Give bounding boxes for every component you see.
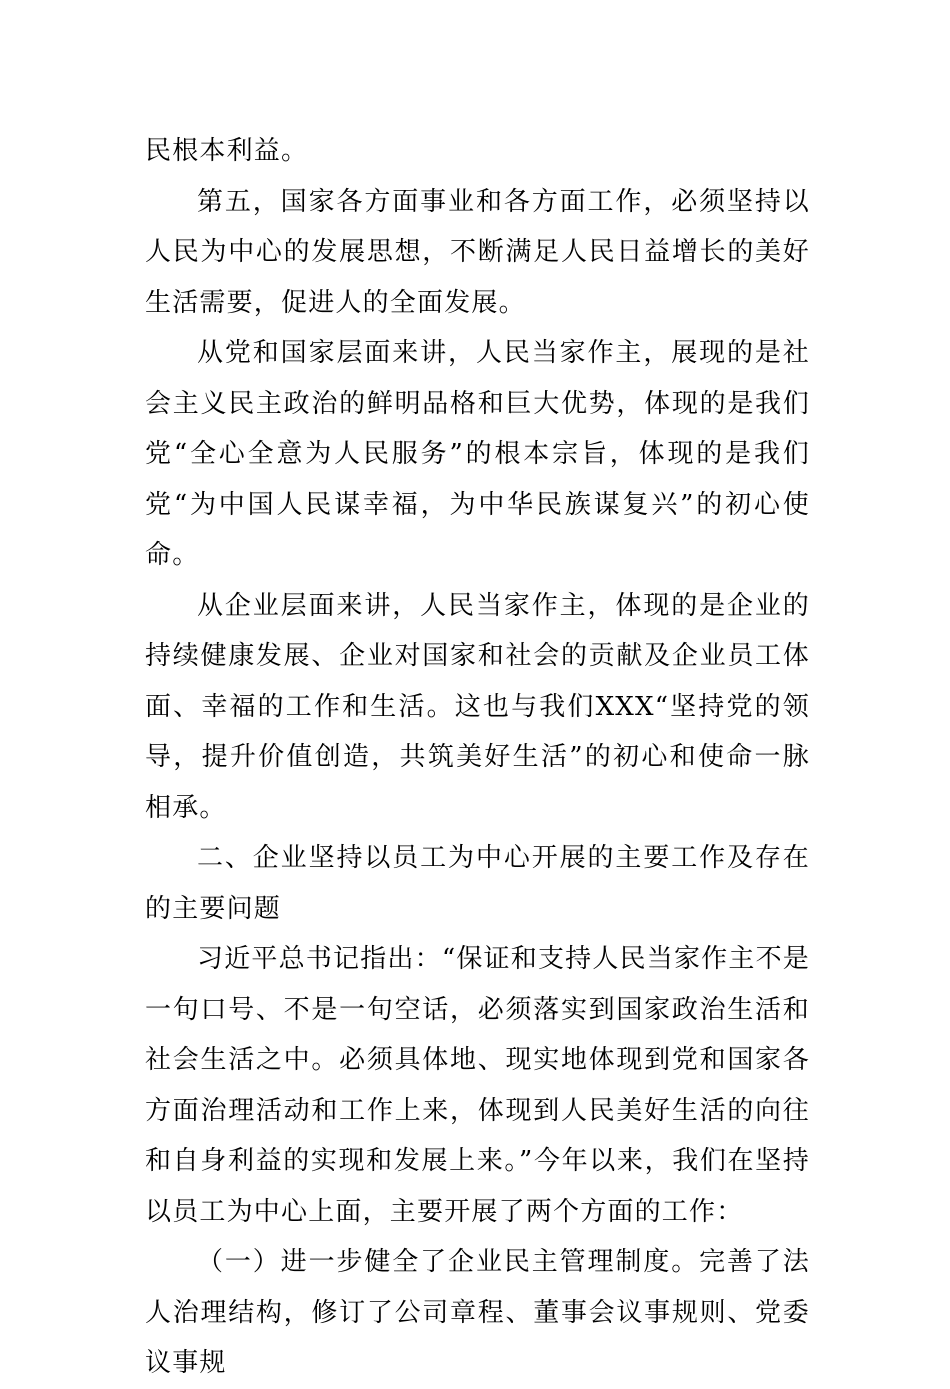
section-heading-two: 二、企业坚持以员工为中心开展的主要工作及存在的主要问题 [145, 843, 810, 924]
paragraph-enterprise-level: 从企业层面来讲，人民当家作主，体现的是企业的持续健康发展、企业对国家和社会的贡献及企业员工体面、幸福的工作和生活。这也与我们XXX“坚持党的领导，提升价值创造，共筑美好生活”的初心和使命一脉相承。 [145, 590, 810, 823]
paragraph-item-one: （一）进一步健全了企业民主管理制度。完善了法人治理结构，修订了公司章程、董事会议事规则、党委议事规 [145, 1247, 810, 1378]
document-body [145, 126, 810, 1389]
paragraph-xi-quote: 习近平总书记指出：“保证和支持人民当家作主不是一句口号、不是一句空话，必须落实到国家政治生活和社会生活之中。必须具体地、现实地体现到党和国家各方面治理活动和工作上来，体现到人民美好生活的向往和自身利益的实现和发展上来。”今年以来，我们在坚持以员工为中心上面，主要开展了两个方面的工作： [145, 944, 810, 1227]
paragraph-fifth-point: 第五，国家各方面事业和各方面工作，必须坚持以人民为中心的发展思想，不断满足人民日益增长的美好生活需要，促进人的全面发展。 [145, 186, 810, 318]
paragraph-party-state-level: 从党和国家层面来讲，人民当家作主，展现的是社会主义民主政治的鲜明品格和巨大优势，体现的是我们党“全心全意为人民服务”的根本宗旨，体现的是我们党“为中国人民谋幸福，为中华民族谋复兴”的初心使命。 [145, 338, 810, 570]
paragraph-continuation: 民根本利益。 [145, 136, 309, 166]
